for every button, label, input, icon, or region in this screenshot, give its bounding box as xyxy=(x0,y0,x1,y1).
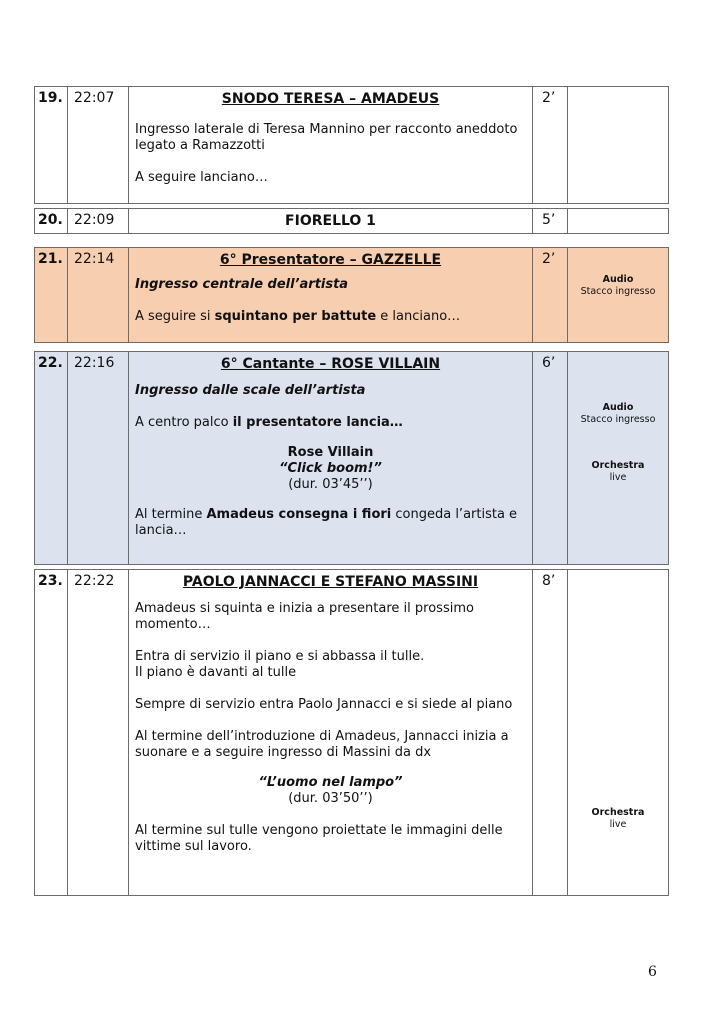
cue-text: Al termine sul tulle vengono proiettate le immagini delle vittime sul lavoro. xyxy=(135,823,503,854)
song-title: “Click boom!” xyxy=(279,461,382,476)
cue-notes-cell xyxy=(567,86,669,204)
note-title: Audio xyxy=(602,402,634,413)
row-20 xyxy=(34,208,669,234)
cue-text xyxy=(135,309,526,325)
text-span-bold: il presentatore lancia… xyxy=(232,415,403,430)
cue-body-cell xyxy=(128,351,533,565)
cue-title: 6° Cantante – ROSE VILLAIN xyxy=(220,356,441,372)
text-span-bold: squintano per battute xyxy=(214,309,377,324)
text-line: Entra di servizio il piano e si abbassa il tulle. xyxy=(135,649,425,664)
note-sub: Stacco ingresso xyxy=(580,414,656,425)
page-number: 6 xyxy=(648,964,657,980)
note-sub: live xyxy=(609,819,627,830)
text-line: Il piano è davanti al tulle xyxy=(135,665,297,680)
cue-number-cell xyxy=(34,569,68,896)
note-audio xyxy=(568,274,668,298)
cue-body-cell xyxy=(128,86,533,204)
cue-title: FIORELLO 1 xyxy=(285,213,376,229)
text-span-bold: Amadeus consegna i fiori xyxy=(206,507,392,522)
cue-body-cell xyxy=(128,569,533,896)
note-audio xyxy=(568,402,668,426)
cue-time: 22:07 xyxy=(74,90,115,106)
cue-text xyxy=(135,649,526,681)
note-orchestra xyxy=(568,460,668,484)
cue-number: 21. xyxy=(38,251,63,267)
cue-duration: 6’ xyxy=(542,355,556,371)
text-span: A centro palco xyxy=(135,415,233,430)
cue-time-cell xyxy=(67,351,129,565)
cue-notes-cell xyxy=(567,351,669,565)
note-orchestra xyxy=(568,807,668,831)
cue-number: 20. xyxy=(38,212,63,228)
cue-text: A seguire lanciano… xyxy=(135,170,268,185)
cue-body-cell xyxy=(128,247,533,343)
cue-text xyxy=(135,415,526,431)
note-title: Orchestra xyxy=(591,807,645,818)
cue-text: Amadeus si squinta e inizia a presentare il prossimo momento… xyxy=(135,601,474,632)
cue-text xyxy=(135,507,526,539)
cue-number: 23. xyxy=(38,573,63,589)
cue-duration-cell xyxy=(532,208,568,234)
row-19 xyxy=(34,86,669,204)
cue-number-cell xyxy=(34,86,68,204)
cue-body-cell xyxy=(128,208,533,234)
cue-number-cell xyxy=(34,247,68,343)
cue-number: 22. xyxy=(38,355,63,371)
song-artist: Rose Villain xyxy=(287,445,374,460)
cue-text: Ingresso centrale dell’artista xyxy=(135,277,349,292)
cue-time-cell xyxy=(67,86,129,204)
cue-text: Al termine dell’introduzione di Amadeus, Jannacci inizia a suonare e a seguire ingresso di Massini da dx xyxy=(135,729,509,760)
text-span: e lanciano… xyxy=(376,309,461,324)
cue-duration: 5’ xyxy=(542,212,556,228)
cue-notes-cell xyxy=(567,569,669,896)
song-duration: (dur. 03’50’’) xyxy=(288,791,373,806)
text-span: congeda l’artista e lancia… xyxy=(135,507,518,538)
note-title: Orchestra xyxy=(591,460,645,471)
cue-text: Ingresso laterale di Teresa Mannino per racconto aneddoto legato a Ramazzotti xyxy=(135,122,518,153)
note-sub: Stacco ingresso xyxy=(580,286,656,297)
cue-time: 22:16 xyxy=(74,355,115,371)
cue-title: PAOLO JANNACCI E STEFANO MASSINI xyxy=(182,574,479,590)
cue-duration-cell xyxy=(532,247,568,343)
song-duration: (dur. 03’45’’) xyxy=(288,477,373,492)
cue-time: 22:09 xyxy=(74,212,115,228)
cue-time: 22:14 xyxy=(74,251,115,267)
cue-number-cell xyxy=(34,351,68,565)
song-block xyxy=(135,445,526,493)
cue-title: SNODO TERESA – AMADEUS xyxy=(221,91,440,107)
cue-number: 19. xyxy=(38,90,63,106)
cue-duration-cell xyxy=(532,569,568,896)
cue-text: Sempre di servizio entra Paolo Jannacci e si siede al piano xyxy=(135,697,513,712)
row-21 xyxy=(34,247,669,343)
row-23 xyxy=(34,569,669,896)
row-22 xyxy=(34,351,669,565)
cue-notes-cell xyxy=(567,208,669,234)
cue-duration: 2’ xyxy=(542,90,556,106)
cue-time-cell xyxy=(67,569,129,896)
cue-text: Ingresso dalle scale dell’artista xyxy=(135,383,366,398)
song-title: “L’uomo nel lampo” xyxy=(258,775,403,790)
cue-time-cell xyxy=(67,208,129,234)
cue-time: 22:22 xyxy=(74,573,115,589)
note-title: Audio xyxy=(602,274,634,285)
cue-notes-cell xyxy=(567,247,669,343)
cue-duration-cell xyxy=(532,351,568,565)
cue-number-cell xyxy=(34,208,68,234)
cue-duration-cell xyxy=(532,86,568,204)
note-sub: live xyxy=(609,472,627,483)
cue-duration: 8’ xyxy=(542,573,556,589)
cue-time-cell xyxy=(67,247,129,343)
text-span: Al termine xyxy=(135,507,207,522)
text-span: A seguire si xyxy=(135,309,215,324)
song-block xyxy=(135,775,526,807)
cue-duration: 2’ xyxy=(542,251,556,267)
cue-title: 6° Presentatore – GAZZELLE xyxy=(219,252,442,268)
